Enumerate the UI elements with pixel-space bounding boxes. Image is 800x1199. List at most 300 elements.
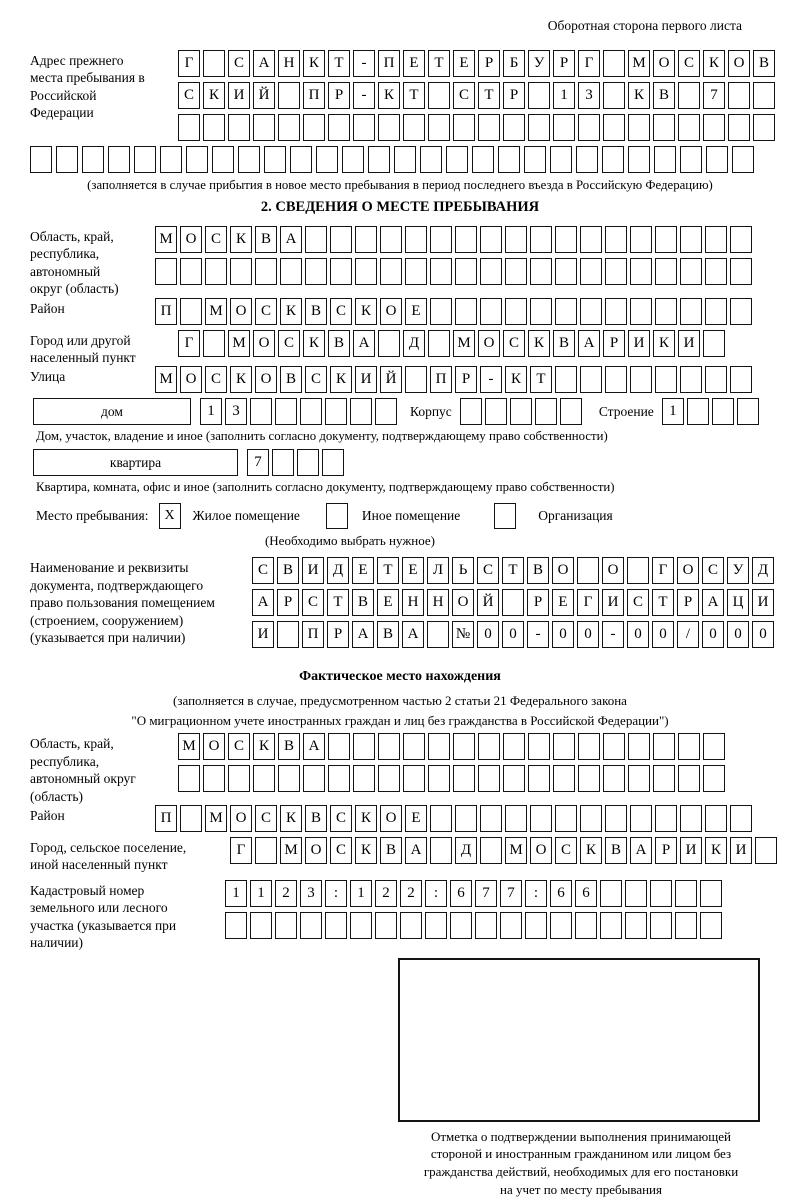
char-cell[interactable] — [605, 805, 627, 832]
char-cell[interactable]: О — [230, 805, 252, 832]
char-cell[interactable] — [555, 226, 577, 253]
char-cell[interactable] — [427, 621, 449, 648]
char-cell[interactable]: И — [752, 589, 774, 616]
char-cell[interactable]: С — [330, 298, 352, 325]
char-cell[interactable]: Е — [405, 298, 427, 325]
char-cell[interactable]: Ь — [452, 557, 474, 584]
char-cell[interactable]: О — [452, 589, 474, 616]
char-cell[interactable]: Р — [478, 50, 500, 77]
char-cell[interactable] — [703, 330, 725, 357]
char-cell[interactable] — [30, 146, 52, 173]
char-cell[interactable]: В — [305, 805, 327, 832]
char-cell[interactable]: 1 — [662, 398, 684, 425]
char-cell[interactable] — [430, 226, 452, 253]
char-cell[interactable]: Б — [503, 50, 525, 77]
char-cell[interactable]: И — [252, 621, 274, 648]
char-cell[interactable] — [680, 146, 702, 173]
char-cell[interactable] — [455, 258, 477, 285]
char-cell[interactable]: 0 — [502, 621, 524, 648]
char-cell[interactable]: 3 — [225, 398, 247, 425]
char-cell[interactable] — [480, 837, 502, 864]
char-cell[interactable]: В — [553, 330, 575, 357]
char-cell[interactable] — [238, 146, 260, 173]
char-cell[interactable]: К — [303, 330, 325, 357]
char-cell[interactable] — [428, 765, 450, 792]
char-cell[interactable]: Р — [677, 589, 699, 616]
char-cell[interactable]: В — [753, 50, 775, 77]
char-cell[interactable]: О — [255, 366, 277, 393]
char-cell[interactable]: А — [352, 621, 374, 648]
char-cell[interactable] — [602, 146, 624, 173]
char-cell[interactable]: К — [628, 82, 650, 109]
char-cell[interactable]: Н — [278, 50, 300, 77]
char-cell[interactable]: : — [425, 880, 447, 907]
char-cell[interactable] — [303, 114, 325, 141]
char-cell[interactable] — [275, 912, 297, 939]
char-cell[interactable]: М — [280, 837, 302, 864]
char-cell[interactable] — [655, 366, 677, 393]
char-cell[interactable]: 0 — [702, 621, 724, 648]
char-cell[interactable]: В — [277, 557, 299, 584]
char-cell[interactable]: К — [280, 805, 302, 832]
char-cell[interactable] — [455, 298, 477, 325]
char-cell[interactable]: В — [380, 837, 402, 864]
char-cell[interactable] — [553, 765, 575, 792]
char-cell[interactable]: А — [303, 733, 325, 760]
char-cell[interactable] — [205, 258, 227, 285]
char-cell[interactable] — [180, 298, 202, 325]
char-cell[interactable]: И — [302, 557, 324, 584]
char-cell[interactable]: - — [353, 50, 375, 77]
char-cell[interactable] — [455, 226, 477, 253]
char-cell[interactable]: В — [305, 298, 327, 325]
char-cell[interactable]: И — [355, 366, 377, 393]
char-cell[interactable]: П — [430, 366, 452, 393]
char-cell[interactable]: М — [178, 733, 200, 760]
char-cell[interactable] — [706, 146, 728, 173]
char-cell[interactable] — [528, 765, 550, 792]
char-cell[interactable]: Н — [427, 589, 449, 616]
char-cell[interactable]: Г — [577, 589, 599, 616]
char-cell[interactable] — [450, 912, 472, 939]
char-cell[interactable]: Д — [403, 330, 425, 357]
char-cell[interactable] — [186, 146, 208, 173]
char-cell[interactable] — [480, 298, 502, 325]
char-cell[interactable] — [475, 912, 497, 939]
char-cell[interactable] — [328, 765, 350, 792]
char-cell[interactable] — [653, 114, 675, 141]
char-cell[interactable] — [530, 258, 552, 285]
char-cell[interactable]: В — [527, 557, 549, 584]
char-cell[interactable] — [353, 114, 375, 141]
char-cell[interactable] — [553, 733, 575, 760]
char-cell[interactable]: О — [180, 226, 202, 253]
char-cell[interactable] — [530, 805, 552, 832]
char-cell[interactable]: М — [155, 366, 177, 393]
char-cell[interactable]: С — [330, 805, 352, 832]
char-cell[interactable]: О — [677, 557, 699, 584]
char-cell[interactable] — [485, 398, 507, 425]
char-cell[interactable]: 7 — [247, 449, 269, 476]
char-cell[interactable]: Т — [377, 557, 399, 584]
char-cell[interactable] — [328, 114, 350, 141]
char-cell[interactable]: О — [180, 366, 202, 393]
char-cell[interactable] — [505, 226, 527, 253]
char-cell[interactable] — [525, 912, 547, 939]
char-cell[interactable]: Е — [453, 50, 475, 77]
char-cell[interactable]: А — [630, 837, 652, 864]
char-cell[interactable] — [350, 912, 372, 939]
char-cell[interactable] — [498, 146, 520, 173]
char-cell[interactable]: Т — [327, 589, 349, 616]
char-cell[interactable] — [378, 114, 400, 141]
char-cell[interactable] — [405, 226, 427, 253]
char-cell[interactable]: 6 — [450, 880, 472, 907]
char-cell[interactable]: С — [627, 589, 649, 616]
char-cell[interactable] — [578, 733, 600, 760]
char-cell[interactable]: 1 — [225, 880, 247, 907]
char-cell[interactable]: С — [255, 298, 277, 325]
char-cell[interactable] — [655, 258, 677, 285]
char-cell[interactable] — [328, 733, 350, 760]
char-cell[interactable] — [630, 805, 652, 832]
char-cell[interactable]: И — [602, 589, 624, 616]
char-cell[interactable]: 3 — [300, 880, 322, 907]
char-cell[interactable] — [550, 912, 572, 939]
char-cell[interactable]: К — [653, 330, 675, 357]
char-cell[interactable]: Т — [403, 82, 425, 109]
char-cell[interactable] — [453, 765, 475, 792]
char-cell[interactable] — [655, 226, 677, 253]
char-cell[interactable] — [180, 258, 202, 285]
char-cell[interactable] — [160, 146, 182, 173]
char-cell[interactable]: П — [302, 621, 324, 648]
char-cell[interactable] — [420, 146, 442, 173]
char-cell[interactable] — [378, 330, 400, 357]
char-cell[interactable] — [400, 912, 422, 939]
char-cell[interactable]: Т — [530, 366, 552, 393]
char-cell[interactable] — [453, 114, 475, 141]
char-cell[interactable]: Й — [380, 366, 402, 393]
char-cell[interactable]: А — [353, 330, 375, 357]
char-cell[interactable] — [730, 366, 752, 393]
char-cell[interactable]: В — [328, 330, 350, 357]
char-cell[interactable] — [628, 733, 650, 760]
char-cell[interactable]: К — [355, 298, 377, 325]
char-cell[interactable]: 7 — [500, 880, 522, 907]
char-cell[interactable] — [605, 366, 627, 393]
char-cell[interactable] — [322, 449, 344, 476]
char-cell[interactable]: К — [355, 837, 377, 864]
char-cell[interactable]: В — [255, 226, 277, 253]
char-cell[interactable] — [627, 557, 649, 584]
char-cell[interactable] — [680, 226, 702, 253]
char-cell[interactable]: 0 — [652, 621, 674, 648]
char-cell[interactable] — [732, 146, 754, 173]
char-cell[interactable] — [524, 146, 546, 173]
char-cell[interactable] — [605, 298, 627, 325]
char-cell[interactable]: М — [205, 805, 227, 832]
char-cell[interactable]: В — [377, 621, 399, 648]
char-cell[interactable]: Г — [230, 837, 252, 864]
char-cell[interactable]: Д — [327, 557, 349, 584]
char-cell[interactable]: № — [452, 621, 474, 648]
char-cell[interactable] — [455, 805, 477, 832]
char-cell[interactable] — [550, 146, 572, 173]
char-cell[interactable] — [303, 765, 325, 792]
char-cell[interactable]: И — [678, 330, 700, 357]
char-cell[interactable] — [430, 258, 452, 285]
char-cell[interactable]: / — [677, 621, 699, 648]
char-cell[interactable]: В — [278, 733, 300, 760]
char-cell[interactable]: К — [505, 366, 527, 393]
char-cell[interactable]: Ц — [727, 589, 749, 616]
char-cell[interactable] — [503, 765, 525, 792]
char-cell[interactable]: Г — [178, 50, 200, 77]
char-cell[interactable] — [678, 114, 700, 141]
char-cell[interactable]: Д — [752, 557, 774, 584]
char-cell[interactable]: Т — [328, 50, 350, 77]
char-cell[interactable]: - — [480, 366, 502, 393]
char-cell[interactable] — [510, 398, 532, 425]
char-cell[interactable] — [325, 912, 347, 939]
char-cell[interactable] — [630, 258, 652, 285]
char-cell[interactable]: М — [205, 298, 227, 325]
char-cell[interactable] — [478, 765, 500, 792]
char-cell[interactable] — [272, 449, 294, 476]
char-cell[interactable]: С — [255, 805, 277, 832]
char-cell[interactable] — [503, 114, 525, 141]
char-cell[interactable]: В — [280, 366, 302, 393]
char-cell[interactable]: К — [303, 50, 325, 77]
char-cell[interactable]: О — [230, 298, 252, 325]
char-cell[interactable] — [253, 765, 275, 792]
char-cell[interactable]: К — [253, 733, 275, 760]
char-cell[interactable] — [446, 146, 468, 173]
char-cell[interactable] — [277, 621, 299, 648]
char-cell[interactable] — [553, 114, 575, 141]
char-cell[interactable] — [212, 146, 234, 173]
char-cell[interactable] — [253, 114, 275, 141]
char-cell[interactable]: К — [230, 366, 252, 393]
char-cell[interactable]: С — [252, 557, 274, 584]
char-cell[interactable]: А — [253, 50, 275, 77]
char-cell[interactable]: К — [355, 805, 377, 832]
char-cell[interactable] — [230, 258, 252, 285]
char-cell[interactable] — [428, 733, 450, 760]
char-cell[interactable]: М — [628, 50, 650, 77]
char-cell[interactable] — [650, 880, 672, 907]
char-cell[interactable] — [555, 805, 577, 832]
char-cell[interactable]: Г — [578, 50, 600, 77]
char-cell[interactable]: 6 — [550, 880, 572, 907]
char-cell[interactable] — [405, 258, 427, 285]
char-cell[interactable] — [82, 146, 104, 173]
char-cell[interactable] — [500, 912, 522, 939]
char-cell[interactable] — [578, 765, 600, 792]
char-cell[interactable] — [394, 146, 416, 173]
checkbox-inoe[interactable] — [326, 503, 348, 529]
char-cell[interactable] — [478, 733, 500, 760]
char-cell[interactable]: О — [253, 330, 275, 357]
char-cell[interactable] — [278, 765, 300, 792]
char-cell[interactable]: 2 — [400, 880, 422, 907]
char-cell[interactable]: 7 — [475, 880, 497, 907]
char-cell[interactable] — [480, 805, 502, 832]
char-cell[interactable] — [535, 398, 557, 425]
char-cell[interactable]: Т — [502, 557, 524, 584]
char-cell[interactable] — [278, 114, 300, 141]
char-cell[interactable] — [460, 398, 482, 425]
char-cell[interactable] — [703, 114, 725, 141]
char-cell[interactable] — [603, 114, 625, 141]
char-cell[interactable] — [687, 398, 709, 425]
char-cell[interactable] — [753, 114, 775, 141]
char-cell[interactable] — [630, 298, 652, 325]
char-cell[interactable] — [728, 114, 750, 141]
char-cell[interactable]: О — [530, 837, 552, 864]
char-cell[interactable]: П — [155, 298, 177, 325]
char-cell[interactable]: 0 — [727, 621, 749, 648]
char-cell[interactable]: К — [230, 226, 252, 253]
char-cell[interactable] — [580, 258, 602, 285]
char-cell[interactable] — [330, 226, 352, 253]
char-cell[interactable] — [480, 258, 502, 285]
char-cell[interactable]: С — [477, 557, 499, 584]
char-cell[interactable]: И — [730, 837, 752, 864]
char-cell[interactable]: Й — [253, 82, 275, 109]
char-cell[interactable] — [653, 733, 675, 760]
char-cell[interactable]: 1 — [350, 880, 372, 907]
char-cell[interactable] — [560, 398, 582, 425]
char-cell[interactable]: К — [280, 298, 302, 325]
char-cell[interactable]: Д — [455, 837, 477, 864]
char-cell[interactable]: С — [678, 50, 700, 77]
char-cell[interactable] — [577, 557, 599, 584]
char-cell[interactable] — [603, 82, 625, 109]
char-cell[interactable] — [650, 912, 672, 939]
char-cell[interactable]: У — [727, 557, 749, 584]
char-cell[interactable]: П — [155, 805, 177, 832]
char-cell[interactable] — [528, 82, 550, 109]
char-cell[interactable]: Р — [503, 82, 525, 109]
char-cell[interactable] — [605, 258, 627, 285]
char-cell[interactable] — [305, 258, 327, 285]
char-cell[interactable] — [605, 226, 627, 253]
char-cell[interactable] — [378, 733, 400, 760]
char-cell[interactable] — [255, 258, 277, 285]
char-cell[interactable]: С — [702, 557, 724, 584]
char-cell[interactable] — [250, 912, 272, 939]
char-cell[interactable] — [600, 880, 622, 907]
char-cell[interactable]: 0 — [577, 621, 599, 648]
char-cell[interactable] — [502, 589, 524, 616]
char-cell[interactable]: Л — [427, 557, 449, 584]
char-cell[interactable] — [625, 880, 647, 907]
char-cell[interactable] — [425, 912, 447, 939]
char-cell[interactable] — [380, 226, 402, 253]
char-cell[interactable]: С — [205, 226, 227, 253]
char-cell[interactable]: И — [228, 82, 250, 109]
char-cell[interactable] — [228, 114, 250, 141]
char-cell[interactable]: С — [278, 330, 300, 357]
char-cell[interactable]: Н — [402, 589, 424, 616]
char-cell[interactable] — [628, 114, 650, 141]
char-cell[interactable] — [675, 912, 697, 939]
char-cell[interactable] — [505, 805, 527, 832]
char-cell[interactable] — [375, 912, 397, 939]
char-cell[interactable]: И — [628, 330, 650, 357]
char-cell[interactable]: Г — [652, 557, 674, 584]
char-cell[interactable] — [180, 805, 202, 832]
char-cell[interactable] — [578, 114, 600, 141]
char-cell[interactable]: - — [353, 82, 375, 109]
char-cell[interactable] — [403, 733, 425, 760]
char-cell[interactable] — [528, 114, 550, 141]
char-cell[interactable]: - — [527, 621, 549, 648]
char-cell[interactable]: 0 — [752, 621, 774, 648]
char-cell[interactable]: О — [552, 557, 574, 584]
char-cell[interactable] — [472, 146, 494, 173]
char-cell[interactable]: Г — [178, 330, 200, 357]
char-cell[interactable]: Т — [428, 50, 450, 77]
char-cell[interactable] — [403, 765, 425, 792]
char-cell[interactable] — [603, 733, 625, 760]
char-cell[interactable] — [428, 330, 450, 357]
char-cell[interactable] — [503, 733, 525, 760]
char-cell[interactable]: С — [302, 589, 324, 616]
char-cell[interactable]: М — [155, 226, 177, 253]
char-cell[interactable] — [728, 82, 750, 109]
char-cell[interactable] — [203, 765, 225, 792]
char-cell[interactable]: 2 — [275, 880, 297, 907]
char-cell[interactable] — [580, 366, 602, 393]
char-cell[interactable] — [108, 146, 130, 173]
char-cell[interactable]: Й — [477, 589, 499, 616]
char-cell[interactable] — [378, 765, 400, 792]
char-cell[interactable] — [353, 733, 375, 760]
char-cell[interactable] — [576, 146, 598, 173]
char-cell[interactable] — [305, 226, 327, 253]
char-cell[interactable] — [730, 258, 752, 285]
char-cell[interactable] — [680, 366, 702, 393]
char-cell[interactable]: Е — [402, 557, 424, 584]
char-cell[interactable]: К — [705, 837, 727, 864]
char-cell[interactable]: В — [653, 82, 675, 109]
char-cell[interactable] — [730, 298, 752, 325]
char-cell[interactable] — [628, 146, 650, 173]
char-cell[interactable]: 3 — [578, 82, 600, 109]
char-cell[interactable]: - — [602, 621, 624, 648]
char-cell[interactable] — [178, 114, 200, 141]
char-cell[interactable] — [680, 258, 702, 285]
char-cell[interactable]: Р — [553, 50, 575, 77]
char-cell[interactable] — [678, 733, 700, 760]
char-cell[interactable] — [575, 912, 597, 939]
char-cell[interactable] — [703, 765, 725, 792]
char-cell[interactable] — [580, 298, 602, 325]
char-cell[interactable]: С — [305, 366, 327, 393]
char-cell[interactable] — [705, 805, 727, 832]
char-cell[interactable] — [355, 226, 377, 253]
char-cell[interactable]: С — [228, 50, 250, 77]
char-cell[interactable]: С — [555, 837, 577, 864]
char-cell[interactable]: К — [703, 50, 725, 77]
char-cell[interactable]: П — [303, 82, 325, 109]
char-cell[interactable]: : — [325, 880, 347, 907]
char-cell[interactable] — [430, 298, 452, 325]
char-cell[interactable] — [630, 366, 652, 393]
